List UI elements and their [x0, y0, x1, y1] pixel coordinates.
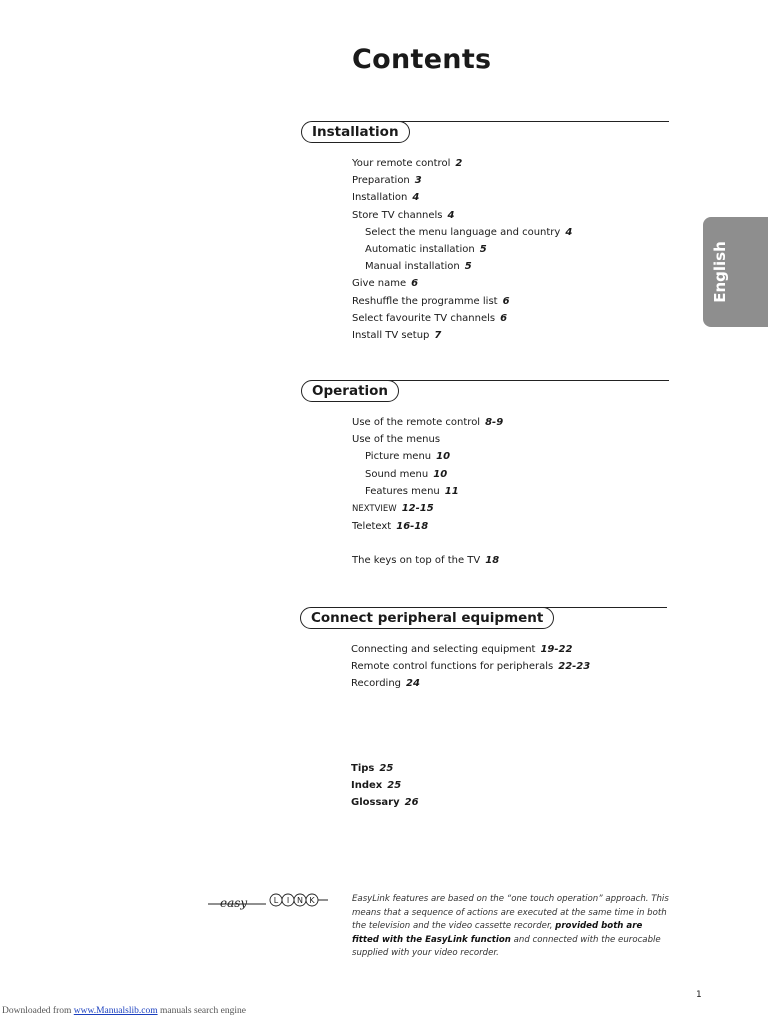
- toc-entry-page: 4: [565, 226, 573, 238]
- toc-entry-page: 25: [387, 780, 402, 792]
- toc-entry-page: 24: [406, 678, 420, 690]
- toc-entry-title: Sound menu: [365, 468, 429, 480]
- footer-suffix: manuals search engine: [157, 1006, 246, 1016]
- section-title: Installation: [301, 121, 410, 143]
- toc-list-extras: [351, 760, 419, 812]
- svg-text:K: K: [309, 896, 315, 905]
- toc-entry-page: 6: [500, 312, 508, 324]
- toc-entry-page: 26: [404, 797, 419, 809]
- toc-entry-page: 18: [485, 555, 500, 567]
- svg-text:L: L: [273, 896, 279, 905]
- toc-entry-page: 5: [479, 244, 487, 256]
- toc-entry-page: 2: [455, 158, 463, 169]
- toc-list-installation: [352, 155, 572, 344]
- toc-entry[interactable]: [352, 518, 503, 535]
- toc-entry-title: Features menu: [365, 485, 440, 497]
- toc-entry-title: Your remote control: [352, 158, 451, 169]
- toc-entry-title: Use of the remote control: [352, 417, 481, 428]
- toc-entry-title: Automatic installation: [365, 244, 475, 256]
- toc-entry-page: 3: [414, 175, 422, 187]
- toc-entry[interactable]: [352, 466, 503, 483]
- toc-entry[interactable]: [352, 552, 503, 569]
- section-header-operation: [301, 380, 669, 404]
- toc-entry-title: Reshuffle the programme list: [352, 295, 498, 307]
- easylink-emphasis: provided both are fitted with the EasyLink function: [352, 921, 643, 945]
- toc-entry-title: Manual installation: [365, 261, 460, 273]
- toc-entry[interactable]: [351, 675, 590, 692]
- svg-text:I: I: [286, 896, 290, 905]
- svg-text:N: N: [297, 896, 303, 905]
- toc-entry-title: Select the menu language and country: [365, 226, 561, 238]
- toc-entry[interactable]: [352, 293, 572, 310]
- toc-entry-title: Glossary: [351, 797, 400, 809]
- toc-entry-page: 22-23: [558, 661, 591, 673]
- toc-entry[interactable]: [352, 275, 572, 292]
- toc-entry[interactable]: [352, 189, 572, 206]
- toc-entry-title: Preparation: [352, 175, 410, 187]
- easylink-logo-wordmark: easy: [220, 896, 248, 910]
- toc-entry[interactable]: [352, 172, 572, 189]
- toc-entry[interactable]: [351, 777, 419, 794]
- section-title: Connect peripheral equipment: [300, 607, 554, 629]
- page-number: 1: [696, 990, 702, 1000]
- toc-list-connect-peripheral-equipment: [351, 641, 590, 693]
- footer-prefix: Downloaded from: [2, 1006, 74, 1016]
- toc-entry[interactable]: [352, 448, 503, 465]
- toc-entry[interactable]: [352, 155, 572, 172]
- toc-entry[interactable]: [351, 760, 419, 777]
- toc-entry-page: 10: [436, 451, 451, 463]
- toc-entry[interactable]: [351, 794, 419, 811]
- toc-entry-title: Install TV setup: [352, 330, 430, 342]
- toc-entry[interactable]: [351, 641, 590, 658]
- language-tab[interactable]: [703, 217, 768, 327]
- toc-entry[interactable]: [352, 500, 503, 518]
- toc-entry-page: 4: [412, 192, 420, 204]
- toc-entry-title: NEXTVIEW: [352, 504, 397, 515]
- easylink-description: [352, 893, 672, 961]
- toc-entry[interactable]: [352, 414, 503, 431]
- toc-entry-title: Use of the menus: [352, 434, 441, 446]
- toc-entry-title: Remote control functions for peripherals: [351, 661, 554, 673]
- section-title: Operation: [301, 380, 399, 402]
- toc-entry-title: The keys on top of the TV: [352, 555, 481, 567]
- footer: [2, 1006, 246, 1016]
- toc-entry[interactable]: [352, 327, 572, 344]
- toc-entry-page: 12-15: [401, 503, 434, 515]
- toc-entry-page: 7: [434, 330, 442, 342]
- section-header-installation: [301, 121, 669, 145]
- language-tab-label: English: [711, 241, 729, 303]
- toc-entry-title: Select favourite TV channels: [352, 312, 496, 324]
- toc-entry-title: Index: [351, 780, 383, 792]
- toc-entry[interactable]: [352, 241, 572, 258]
- toc-entry-page: 16-18: [396, 521, 429, 533]
- toc-entry-page: 5: [464, 261, 472, 273]
- toc-entry-page: 4: [447, 209, 455, 221]
- toc-entry-page: 25: [379, 763, 394, 774]
- toc-entry[interactable]: [351, 658, 590, 675]
- toc-entry-title: Picture menu: [365, 451, 432, 463]
- toc-entry[interactable]: [352, 431, 503, 448]
- toc-list-operation: [352, 414, 503, 570]
- toc-entry-title: Connecting and selecting equipment: [351, 644, 536, 655]
- toc-entry-page: 10: [433, 468, 448, 480]
- easylink-intro: EasyLink features are based on the “one touch operation” approach. This means that a sequence of actions are executed at the same time in both the television and the video cassette recorder,: [352, 894, 669, 932]
- page-title: Contents: [352, 44, 492, 75]
- toc-entry-title: Recording: [351, 678, 402, 690]
- toc-entry-title: Teletext: [352, 521, 392, 533]
- toc-entry-page: 8-9: [485, 417, 504, 428]
- toc-entry-page: 19-22: [540, 644, 573, 655]
- toc-entry[interactable]: [352, 224, 572, 241]
- easylink-logo: [206, 891, 330, 913]
- toc-entry-page: 11: [444, 485, 459, 497]
- section-header-connect-peripheral-equipment: [300, 607, 667, 631]
- toc-entry[interactable]: [352, 207, 572, 224]
- toc-entry[interactable]: [352, 310, 572, 327]
- toc-entry-title: Installation: [352, 192, 408, 204]
- footer-link[interactable]: www.Manualslib.com: [73, 1006, 158, 1016]
- toc-entry[interactable]: [352, 483, 503, 500]
- toc-entry[interactable]: [352, 258, 572, 275]
- toc-entry-title: Tips: [351, 763, 375, 774]
- toc-entry-page: 6: [411, 278, 419, 290]
- toc-entry-page: 6: [502, 295, 510, 307]
- easylink-outro: and connected with the eurocable supplied with your video recorder.: [352, 934, 661, 959]
- toc-entry-title: Give name: [352, 278, 407, 290]
- toc-entry-title: Store TV channels: [352, 209, 443, 221]
